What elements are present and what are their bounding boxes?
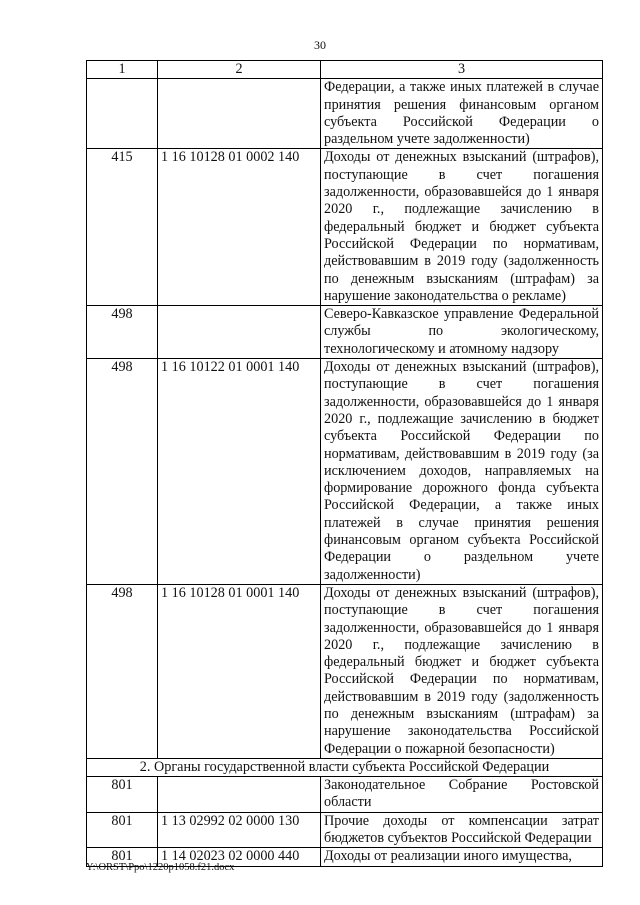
admin-code: 801 <box>87 812 158 848</box>
header-col-3: 3 <box>321 61 603 79</box>
table-row <box>87 777 603 813</box>
admin-code: 801 <box>87 848 158 866</box>
revenue-description: Доходы от денежных взысканий (штрафов), поступающие в счет погашения задолженности, образовавшейся до 1 января 2020 г., подлежащие зачислению в федеральный бюджет и бюджет субъекта Российской Федерации по нормативам, действовавшим в 2019 году (задолженность по денежным взысканиям (штрафам) за нарушение законодательства Российской Федерации о пожарной безопасности) <box>321 584 603 758</box>
page-number: 30 <box>314 38 326 52</box>
section-row <box>87 758 603 776</box>
budget-code <box>158 79 321 149</box>
admin-code <box>87 79 158 149</box>
table-header-row <box>87 61 603 79</box>
admin-code: 498 <box>87 359 158 585</box>
table-row <box>87 812 603 848</box>
admin-code: 415 <box>87 149 158 306</box>
revenue-description: Доходы от реализации иного имущества, <box>321 848 603 866</box>
revenue-codes-table <box>86 60 603 867</box>
budget-code: 1 13 02992 02 0000 130 <box>158 812 321 848</box>
table-row <box>87 584 603 758</box>
budget-code: 1 16 10128 01 0001 140 <box>158 584 321 758</box>
revenue-description: Прочие доходы от компенсации затрат бюджетов субъектов Российской Федерации <box>321 812 603 848</box>
budget-code <box>158 777 321 813</box>
budget-code: 1 14 02023 02 0000 440 <box>158 848 321 866</box>
admin-code: 498 <box>87 584 158 758</box>
table-row <box>87 306 603 359</box>
budget-code: 1 16 10122 01 0001 140 <box>158 359 321 585</box>
admin-code: 801 <box>87 777 158 813</box>
file-path-footer: Y:\ORST\Ppo\1220p1058.f21.docx <box>86 862 235 873</box>
revenue-description: Доходы от денежных взысканий (штрафов), поступающие в счет погашения задолженности, образовавшейся до 1 января 2020 г., подлежащие зачислению в федеральный бюджет и бюджет субъекта Российской Федерации по нормативам, действовавшим в 2019 году (задолженность по денежным взысканиям (штрафам) за нарушение законодательства о рекламе) <box>321 149 603 306</box>
header-col-2: 2 <box>158 61 321 79</box>
revenue-description: Доходы от денежных взысканий (штрафов), поступающие в счет погашения задолженности, образовавшейся до 1 января 2020 г., подлежащие зачислению в бюджет субъекта Российской Федерации по нормативам, действовавшим в 2019 году (за исключением доходов, направляемых на формирование дорожного фонда субъекта Российской Федерации, а также иных платежей в случае принятия решения финансовым органом субъекта Российской Федерации о раздельном учете задолженности) <box>321 359 603 585</box>
budget-code <box>158 306 321 359</box>
table-row <box>87 79 603 149</box>
section-title: 2. Органы государственной власти субъекта Российской Федерации <box>87 758 603 776</box>
header-col-1: 1 <box>87 61 158 79</box>
table-row <box>87 149 603 306</box>
revenue-description: Федерации, а также иных платежей в случае принятия решения финансовым органом субъекта Российской Федерации о раздельном учете задолженности) <box>321 79 603 149</box>
budget-code: 1 16 10128 01 0002 140 <box>158 149 321 306</box>
revenue-description: Северо-Кавказское управление Федеральной службы по экологическому, технологическому и атомному надзору <box>321 306 603 359</box>
revenue-description: Законодательное Собрание Ростовской области <box>321 777 603 813</box>
table-row <box>87 359 603 585</box>
admin-code: 498 <box>87 306 158 359</box>
